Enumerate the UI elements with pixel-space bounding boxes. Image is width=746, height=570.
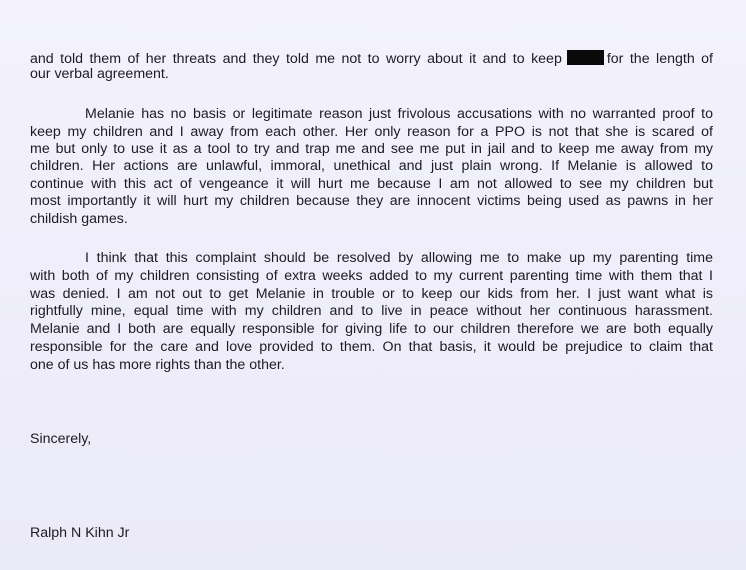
closing: Sincerely, [30, 431, 92, 447]
para1-line2: our verbal agreement. [30, 66, 169, 82]
para2-line4: children. Her actions are unlawful, immoral, unethical and just plain wrong. If Melanie is allowed to [30, 158, 713, 174]
para2-line1: Melanie has no basis or legitimate reason just frivolous accusations with no warranted proof to [85, 106, 713, 122]
para2-line6: most importantly it will hurt my children because they are innocent victims being used as pawns in her [30, 193, 713, 209]
para2-line7: childish games. [30, 211, 128, 227]
para2-line2: keep my children and I away from each other. Her only reason for a PPO is not that she is scared of [30, 124, 713, 140]
para3-line6: responsible for the care and love provided to them. On that basis, it would be prejudice to claim that [30, 339, 713, 355]
para2-line5: continue with this act of vengeance it will hurt me because I am not allowed to see my children but [30, 176, 713, 192]
para3-line3: was denied. I am not out to get Melanie in trouble or to keep our kids from her. I just want what is [30, 286, 713, 302]
para3-line5: Melanie and I both are equally responsible for giving life to our children therefore we are both equally [30, 321, 713, 337]
para1-line1-before: and told them of her threats and they told me not to worry about it and to keep [30, 51, 562, 67]
para3-line1: I think that this complaint should be resolved by allowing me to make up my parenting time [85, 250, 713, 266]
signature-name: Ralph N Kihn Jr [30, 525, 130, 541]
para2-line3: me but only to use it as a tool to try and trap me and see me put in jail and to keep me away from my [30, 141, 713, 157]
para3-line7: one of us has more rights than the other. [30, 357, 285, 373]
redaction-box [567, 50, 604, 65]
para1-line1-after: for the length of [606, 51, 713, 67]
para3-line2: with both of my children consisting of extra weeks added to my current parenting time with them that I [30, 268, 713, 284]
para1-line1 [30, 50, 713, 67]
para3-line4: rightfully mine, equal time with my children and to live in peace without her continuous harassment. [30, 303, 713, 319]
